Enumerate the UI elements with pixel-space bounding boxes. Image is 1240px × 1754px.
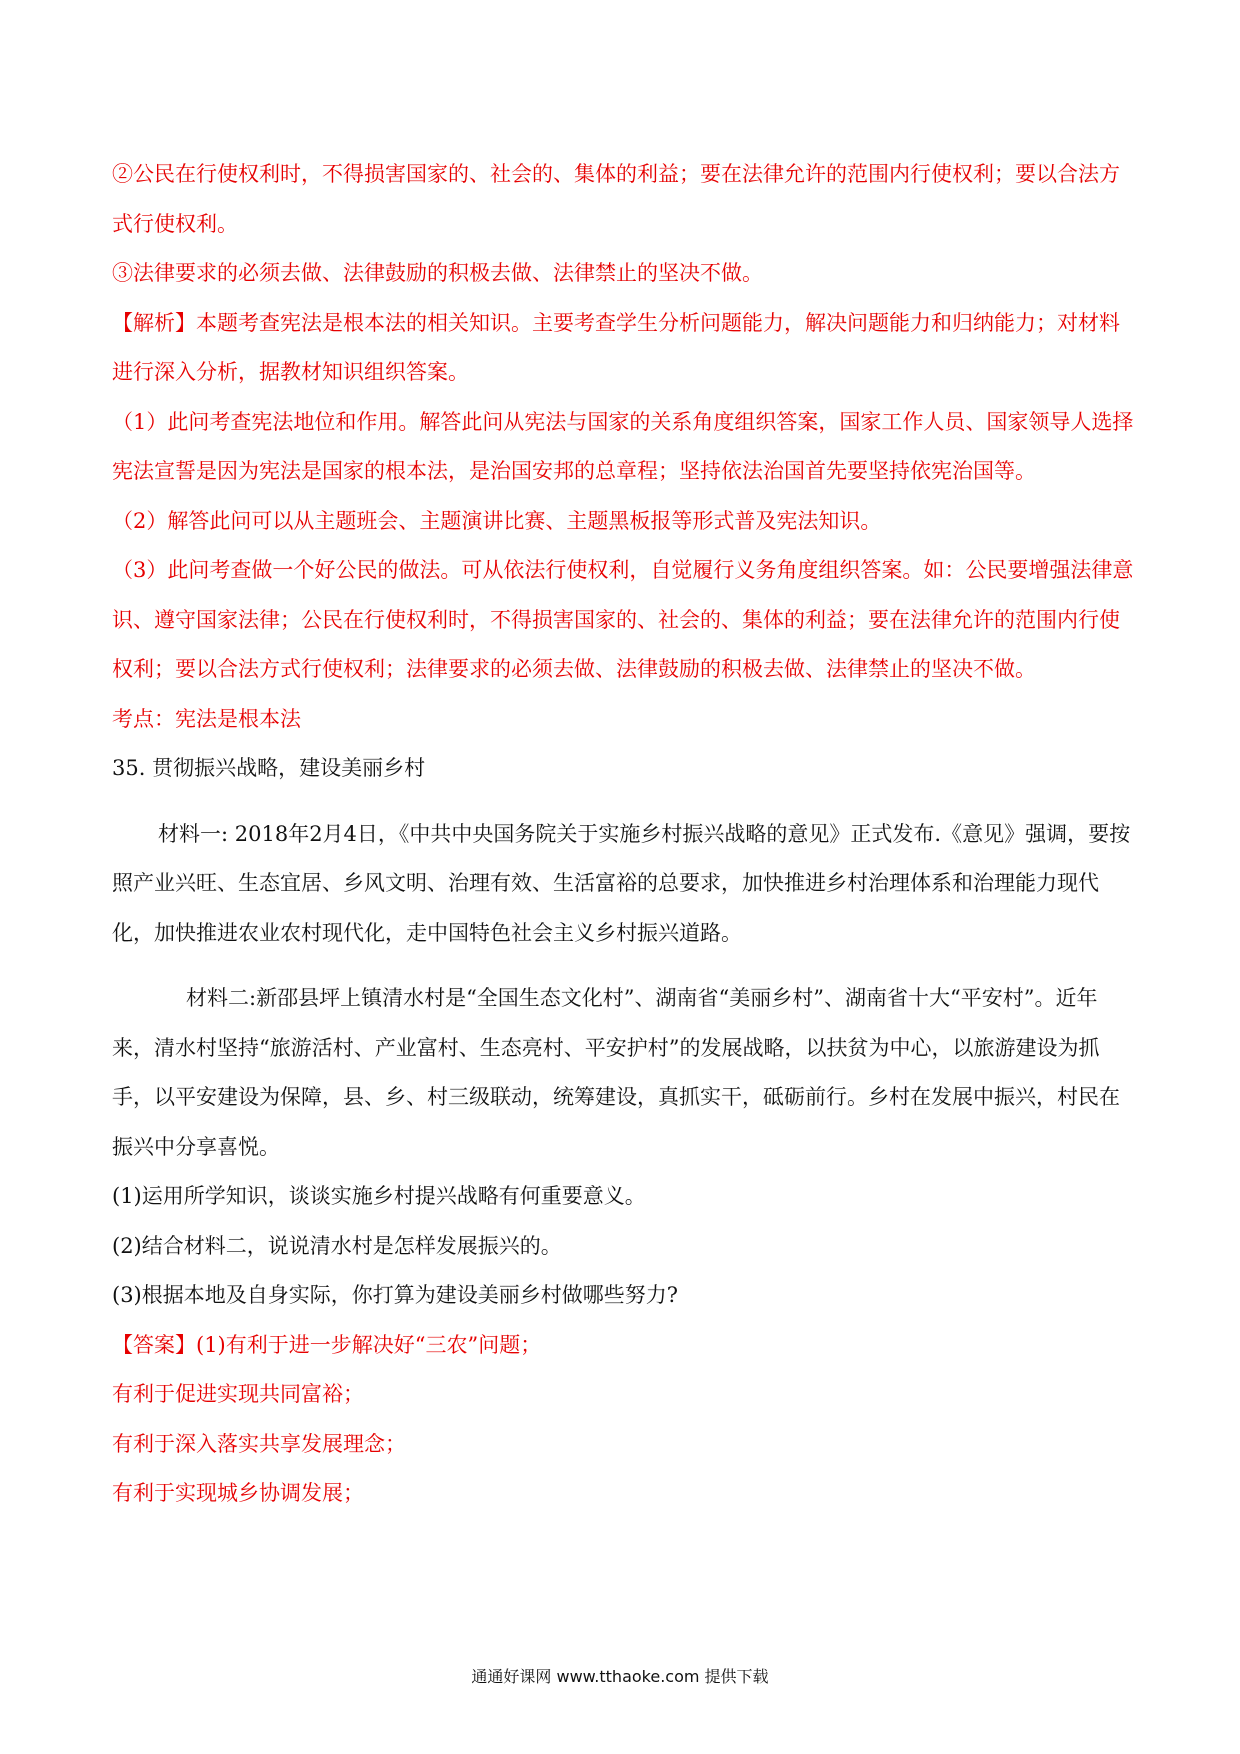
answer-35-1-line4: 有利于实现城乡协调发展； [112,1481,364,1505]
material-one: 材料一: 2018年2月4日，《中共中央国务院关于实施乡村振兴战略的意见》正式发布.《意见》强调，要按照产业兴旺、生态宜居、乡风文明、治理有效、生活富裕的总要求，加快推进乡村治理体系和治理能力现代化，加快推进农业农村现代化，走中国特色社会主义乡村振兴道路。 [112,821,1131,945]
analysis-paragraph: 【解析】本题考查宪法是根本法的相关知识。主要考查学生分析问题能力，解决问题能力和归纳能力；对材料进行深入分析，据教材知识组织答案。 [112,310,1120,384]
answer-point-2: ②公民在行使权利时，不得损害国家的、社会的、集体的利益；要在法律允许的范围内行使权利；要以合法方式行使权利。 [112,162,1120,236]
answer-35-1-line3: 有利于深入落实共享发展理念； [112,1431,406,1456]
answer-point-3: ③法律要求的必须去做、法律鼓励的积极去做、法律禁止的坚决不做。 [112,261,763,285]
analysis-item-2: （2）解答此问可以从主题班会、主题演讲比赛、主题黑板报等形式普及宪法知识。 [112,508,882,533]
answer-35-1: 【答案】(1)有利于进一步解决好“三农”问题； [112,1332,542,1357]
page-footer: 通通好课网 www.tthaoke.com 提供下载 [471,1667,769,1686]
question-35-1: (1)运用所学知识，谈谈实施乡村提兴战略有何重要意义。 [112,1184,646,1208]
analysis-item-1: （1）此问考查宪法地位和作用。解答此问从宪法与国家的关系角度组织答案，国家工作人员、国家领导人选择宪法宣誓是因为宪法是国家的根本法，是治国安邦的总章程；坚持依法治国首先要坚持依宪治国等。 [112,409,1134,483]
answer-35-1-line2: 有利于促进实现共同富裕； [112,1382,364,1406]
document-body [112,150,1138,1519]
question-35-3: (3)根据本地及自身实际，你打算为建设美丽乡村做哪些努力? [112,1283,679,1307]
analysis-item-3: （3）此问考查做一个好公民的做法。可从依法行使权利，自觉履行义务角度组织答案。如：公民要增强法律意识、遵守国家法律；公民在行使权利时，不得损害国家的、社会的、集体的利益；要在法律允许的范围内行使权利；要以合法方式行使权利；法律要求的必须去做、法律鼓励的积极去做、法律禁止的坚决不做。 [112,558,1134,681]
material-two: 材料二:新邵县坪上镇清水村是“全国生态文化村”、湖南省“美丽乡村”、湖南省十大“平安村”。近年来，清水村坚持“旅游活村、产业富村、生态亮村、平安护村”的发展战略，以扶贫为中心，以旅游建设为抓手，以平安建设为保障，县、乡、村三级联动，统筹建设，真抓实干，砥砺前行。乡村在发展中振兴，村民在振兴中分享喜悦。 [112,986,1120,1159]
question-35-title: 35. 贯彻振兴战略，建设美丽乡村 [112,756,426,780]
kaodian-line: 考点：宪法是根本法 [112,706,301,731]
question-35-2: (2)结合材料二，说说清水村是怎样发展振兴的。 [112,1233,562,1258]
